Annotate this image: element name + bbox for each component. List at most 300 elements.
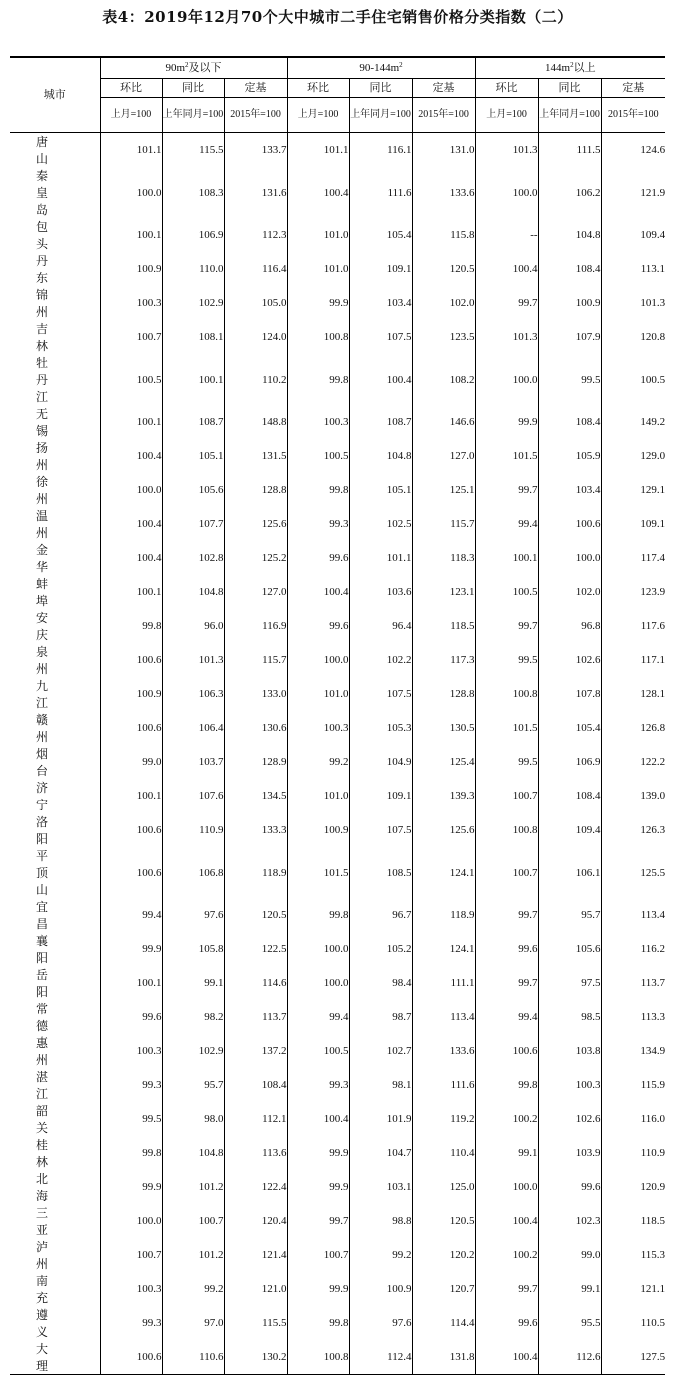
index-value: 107.5 bbox=[349, 677, 412, 711]
index-value: 111.5 bbox=[538, 133, 601, 168]
table-row bbox=[10, 1170, 665, 1204]
index-value: 98.4 bbox=[349, 966, 412, 1000]
index-value: 130.6 bbox=[224, 711, 287, 745]
index-value: 101.3 bbox=[640, 297, 666, 309]
index-value: 99.4 bbox=[287, 1000, 349, 1034]
city-name: 襄阳 bbox=[10, 932, 100, 966]
index-value: 139.0 bbox=[640, 790, 666, 802]
index-value: 98.7 bbox=[349, 1000, 412, 1034]
index-value: 111.6 bbox=[349, 167, 412, 218]
index-value: 100.6 bbox=[100, 813, 162, 847]
index-value: 102.0 bbox=[412, 286, 475, 320]
index-value: 131.6 bbox=[224, 167, 287, 218]
table-row bbox=[10, 643, 665, 677]
index-value: 99.8 bbox=[475, 1068, 538, 1102]
index-value: 109.4 bbox=[538, 813, 601, 847]
index-value: 100.7 bbox=[100, 320, 162, 354]
index-value: 104.7 bbox=[349, 1136, 412, 1170]
index-value: 100.8 bbox=[287, 320, 349, 354]
table-row bbox=[10, 1238, 665, 1272]
city-name: 扬州 bbox=[10, 439, 100, 473]
index-value: 103.7 bbox=[162, 745, 224, 779]
index-value: 100.7 bbox=[287, 1238, 349, 1272]
index-value: 100.3 bbox=[100, 286, 162, 320]
group-header-large bbox=[475, 57, 665, 79]
index-value: 106.2 bbox=[538, 167, 601, 218]
index-value: 100.1 bbox=[100, 966, 162, 1000]
index-value: 108.4 bbox=[538, 779, 601, 813]
group-header-small bbox=[100, 57, 287, 79]
index-value: 108.2 bbox=[412, 354, 475, 405]
index-value: 106.9 bbox=[162, 218, 224, 252]
table-row bbox=[10, 1204, 665, 1238]
city-name: 遵义 bbox=[10, 1306, 100, 1340]
index-value: 121.4 bbox=[224, 1238, 287, 1272]
index-value: 115.5 bbox=[162, 133, 224, 168]
index-value: 105.4 bbox=[349, 218, 412, 252]
sub-column-header: 定基 bbox=[224, 79, 287, 98]
index-value: 99.6 bbox=[538, 1170, 601, 1204]
index-value: 128.8 bbox=[224, 473, 287, 507]
index-value: 122.5 bbox=[224, 932, 287, 966]
index-value: 100.4 bbox=[475, 1340, 538, 1375]
index-value: 120.7 bbox=[412, 1272, 475, 1306]
index-value: 105.3 bbox=[349, 711, 412, 745]
index-value: 100.0 bbox=[287, 932, 349, 966]
index-value: 99.4 bbox=[100, 898, 162, 932]
index-value: 100.4 bbox=[349, 354, 412, 405]
index-value: 110.6 bbox=[162, 1340, 224, 1375]
index-value: 100.9 bbox=[349, 1272, 412, 1306]
table-row bbox=[10, 677, 665, 711]
index-value: 107.8 bbox=[538, 677, 601, 711]
index-value: 100.7 bbox=[475, 779, 538, 813]
index-value: 106.1 bbox=[538, 847, 601, 898]
index-value: 113.7 bbox=[640, 977, 666, 989]
index-value: 116.1 bbox=[349, 133, 412, 168]
city-name: 常德 bbox=[10, 1000, 100, 1034]
index-value: 133.6 bbox=[412, 167, 475, 218]
index-value: 99.8 bbox=[287, 473, 349, 507]
index-value: 99.9 bbox=[100, 1170, 162, 1204]
base-period-header: 上月=100 bbox=[475, 98, 538, 133]
city-name: 济宁 bbox=[10, 779, 100, 813]
index-value: 99.0 bbox=[538, 1238, 601, 1272]
city-name: 锦州 bbox=[10, 286, 100, 320]
city-name: 温州 bbox=[10, 507, 100, 541]
index-value: 99.0 bbox=[100, 745, 162, 779]
index-value: 100.3 bbox=[100, 1034, 162, 1068]
group-label-suffix: 及以下 bbox=[188, 62, 222, 74]
table-row bbox=[10, 1340, 665, 1375]
index-value: 101.2 bbox=[162, 1238, 224, 1272]
index-value: 120.9 bbox=[640, 1181, 666, 1193]
index-value: 124.0 bbox=[224, 320, 287, 354]
index-value: 102.6 bbox=[538, 643, 601, 677]
index-value: 100.5 bbox=[287, 439, 349, 473]
index-value: 106.8 bbox=[162, 847, 224, 898]
index-value: 108.4 bbox=[538, 252, 601, 286]
index-value: 102.3 bbox=[538, 1204, 601, 1238]
index-value: 108.4 bbox=[538, 405, 601, 439]
index-value: 114.4 bbox=[412, 1306, 475, 1340]
index-value: 100.0 bbox=[100, 473, 162, 507]
index-value: 99.8 bbox=[287, 898, 349, 932]
index-value: 98.5 bbox=[538, 1000, 601, 1034]
index-value: 100.9 bbox=[538, 286, 601, 320]
city-name: 无锡 bbox=[10, 405, 100, 439]
index-value: 108.5 bbox=[349, 847, 412, 898]
index-value: 102.5 bbox=[349, 507, 412, 541]
index-value: 102.6 bbox=[538, 1102, 601, 1136]
index-value: 110.9 bbox=[640, 1147, 666, 1159]
index-value: 99.1 bbox=[475, 1136, 538, 1170]
city-name: 宜昌 bbox=[10, 898, 100, 932]
index-value: 134.9 bbox=[640, 1045, 666, 1057]
city-name: 北海 bbox=[10, 1170, 100, 1204]
index-value: 100.4 bbox=[100, 541, 162, 575]
index-value: 111.1 bbox=[412, 966, 475, 1000]
index-value: 100.3 bbox=[287, 711, 349, 745]
index-value: 100.9 bbox=[287, 813, 349, 847]
index-value: 100.9 bbox=[100, 252, 162, 286]
index-value: 124.1 bbox=[412, 847, 475, 898]
index-value: 129.0 bbox=[640, 450, 666, 462]
base-period-header: 上月=100 bbox=[100, 98, 162, 133]
table-row bbox=[10, 1272, 665, 1306]
price-index-table bbox=[10, 56, 665, 1375]
index-value: 117.1 bbox=[640, 654, 666, 666]
index-value: 120.2 bbox=[412, 1238, 475, 1272]
index-value: 106.4 bbox=[162, 711, 224, 745]
index-value: 99.4 bbox=[475, 1000, 538, 1034]
index-value: 107.6 bbox=[162, 779, 224, 813]
index-value: 103.4 bbox=[538, 473, 601, 507]
city-name: 赣州 bbox=[10, 711, 100, 745]
index-value: 146.6 bbox=[412, 405, 475, 439]
index-value: 112.4 bbox=[349, 1340, 412, 1375]
city-name: 安庆 bbox=[10, 609, 100, 643]
index-value: 102.0 bbox=[538, 575, 601, 609]
index-value: 115.5 bbox=[224, 1306, 287, 1340]
index-value: 110.5 bbox=[640, 1317, 666, 1329]
index-value: 128.8 bbox=[412, 677, 475, 711]
index-value: 115.9 bbox=[640, 1079, 666, 1091]
index-value: 100.4 bbox=[287, 575, 349, 609]
base-period-header: 上年同月=100 bbox=[538, 98, 601, 133]
index-value: 99.5 bbox=[475, 643, 538, 677]
sub-column-header: 定基 bbox=[601, 79, 665, 98]
index-value: 130.2 bbox=[224, 1340, 287, 1375]
index-value: 101.3 bbox=[475, 320, 538, 354]
index-value: 99.3 bbox=[100, 1306, 162, 1340]
city-name: 秦皇岛 bbox=[10, 167, 100, 218]
group-sup: 2 bbox=[185, 61, 189, 69]
index-value: 104.8 bbox=[162, 1136, 224, 1170]
index-value: 99.3 bbox=[100, 1068, 162, 1102]
index-value: 134.5 bbox=[224, 779, 287, 813]
index-value: 100.3 bbox=[100, 1272, 162, 1306]
index-value: 112.1 bbox=[224, 1102, 287, 1136]
city-name: 吉林 bbox=[10, 320, 100, 354]
table-row bbox=[10, 354, 665, 405]
index-value: 107.5 bbox=[349, 320, 412, 354]
index-value: 124.1 bbox=[412, 932, 475, 966]
index-value: 139.3 bbox=[412, 779, 475, 813]
index-value: 109.1 bbox=[640, 518, 666, 530]
index-value: 108.7 bbox=[162, 405, 224, 439]
index-value: 95.5 bbox=[538, 1306, 601, 1340]
index-value: 110.9 bbox=[162, 813, 224, 847]
index-value: 117.3 bbox=[412, 643, 475, 677]
index-value: 100.8 bbox=[475, 677, 538, 711]
index-value: 100.1 bbox=[475, 541, 538, 575]
index-value: 126.8 bbox=[640, 722, 666, 734]
table-row bbox=[10, 745, 665, 779]
index-value: 110.2 bbox=[224, 354, 287, 405]
index-value: 108.4 bbox=[224, 1068, 287, 1102]
index-value: 125.1 bbox=[412, 473, 475, 507]
city-name: 湛江 bbox=[10, 1068, 100, 1102]
index-value: 105.0 bbox=[224, 286, 287, 320]
index-value: 131.5 bbox=[224, 439, 287, 473]
index-value: 101.0 bbox=[287, 252, 349, 286]
table-row bbox=[10, 711, 665, 745]
index-value: 120.5 bbox=[412, 252, 475, 286]
index-value: 105.6 bbox=[162, 473, 224, 507]
index-value: 99.8 bbox=[287, 1306, 349, 1340]
index-value: 100.1 bbox=[100, 779, 162, 813]
index-value: 109.1 bbox=[349, 252, 412, 286]
table-row bbox=[10, 252, 665, 286]
table-row bbox=[10, 609, 665, 643]
index-value: 101.0 bbox=[287, 779, 349, 813]
index-value: 133.7 bbox=[224, 133, 287, 168]
index-value: 106.3 bbox=[162, 677, 224, 711]
table-row bbox=[10, 966, 665, 1000]
index-value: 105.1 bbox=[349, 473, 412, 507]
index-value: 97.6 bbox=[162, 898, 224, 932]
table-row bbox=[10, 541, 665, 575]
table-row bbox=[10, 218, 665, 252]
index-value: 100.4 bbox=[287, 1102, 349, 1136]
city-name: 丹东 bbox=[10, 252, 100, 286]
index-value: 100.1 bbox=[100, 218, 162, 252]
index-value: 101.0 bbox=[287, 677, 349, 711]
index-value: 115.3 bbox=[640, 1249, 666, 1261]
index-value: 118.5 bbox=[640, 1215, 666, 1227]
index-value: 115.7 bbox=[224, 643, 287, 677]
index-value: 95.7 bbox=[162, 1068, 224, 1102]
base-period-header: 上月=100 bbox=[287, 98, 349, 133]
index-value: 117.6 bbox=[640, 620, 666, 632]
index-value: 99.1 bbox=[162, 966, 224, 1000]
city-name: 九江 bbox=[10, 677, 100, 711]
index-value: 110.0 bbox=[162, 252, 224, 286]
index-value: 99.7 bbox=[475, 1272, 538, 1306]
index-value: 118.9 bbox=[224, 847, 287, 898]
index-value: 105.4 bbox=[538, 711, 601, 745]
index-value: 102.2 bbox=[349, 643, 412, 677]
index-value: 99.7 bbox=[475, 898, 538, 932]
index-value: 103.1 bbox=[349, 1170, 412, 1204]
index-value: 100.2 bbox=[475, 1238, 538, 1272]
index-value: 111.6 bbox=[412, 1068, 475, 1102]
index-value: 100.8 bbox=[287, 1340, 349, 1375]
index-value: 100.7 bbox=[162, 1204, 224, 1238]
index-value: 99.5 bbox=[475, 745, 538, 779]
sub-column-header: 同比 bbox=[162, 79, 224, 98]
base-period-header: 上年同月=100 bbox=[349, 98, 412, 133]
table-row bbox=[10, 167, 665, 218]
index-value: 108.3 bbox=[162, 167, 224, 218]
table-title: 表4：2019年12月70个大中城市二手住宅销售价格分类指数（二） bbox=[102, 8, 573, 26]
index-value: 125.5 bbox=[640, 866, 666, 879]
index-value: 121.0 bbox=[224, 1272, 287, 1306]
index-value: 128.9 bbox=[224, 745, 287, 779]
index-value: 112.6 bbox=[538, 1340, 601, 1375]
index-value: 102.9 bbox=[162, 1034, 224, 1068]
index-value: 113.7 bbox=[224, 1000, 287, 1034]
index-value: 125.2 bbox=[224, 541, 287, 575]
index-value: -- bbox=[475, 218, 538, 252]
table-row bbox=[10, 1034, 665, 1068]
city-name: 岳阳 bbox=[10, 966, 100, 1000]
index-value: 122.4 bbox=[224, 1170, 287, 1204]
index-value: 108.7 bbox=[349, 405, 412, 439]
city-name: 牡丹江 bbox=[10, 354, 100, 405]
index-value: 99.8 bbox=[100, 1136, 162, 1170]
index-value: 115.8 bbox=[412, 218, 475, 252]
table-row bbox=[10, 1136, 665, 1170]
index-value: 116.2 bbox=[640, 943, 666, 955]
index-value: 113.3 bbox=[640, 1011, 666, 1023]
index-value: 100.5 bbox=[475, 575, 538, 609]
index-value: 120.5 bbox=[224, 898, 287, 932]
index-value: 100.6 bbox=[100, 1340, 162, 1375]
index-value: 118.5 bbox=[412, 609, 475, 643]
index-value: 99.9 bbox=[100, 932, 162, 966]
index-value: 133.3 bbox=[224, 813, 287, 847]
index-value: 104.9 bbox=[349, 745, 412, 779]
index-value: 107.5 bbox=[349, 813, 412, 847]
table-row bbox=[10, 813, 665, 847]
index-value: 133.6 bbox=[412, 1034, 475, 1068]
group-header-medium bbox=[287, 57, 475, 79]
city-name: 三亚 bbox=[10, 1204, 100, 1238]
index-value: 107.9 bbox=[538, 320, 601, 354]
index-value: 128.1 bbox=[640, 688, 666, 700]
city-name: 桂林 bbox=[10, 1136, 100, 1170]
table-row bbox=[10, 473, 665, 507]
index-value: 101.3 bbox=[162, 643, 224, 677]
index-value: 131.0 bbox=[412, 133, 475, 168]
group-sup: 2 bbox=[399, 61, 403, 69]
city-name: 大理 bbox=[10, 1340, 100, 1375]
index-value: 137.2 bbox=[224, 1034, 287, 1068]
index-value: 104.8 bbox=[349, 439, 412, 473]
index-value: 100.6 bbox=[100, 711, 162, 745]
index-value: 114.6 bbox=[224, 966, 287, 1000]
index-value: 100.4 bbox=[475, 252, 538, 286]
index-value: 148.8 bbox=[224, 405, 287, 439]
city-name: 金华 bbox=[10, 541, 100, 575]
index-value: 123.5 bbox=[412, 320, 475, 354]
index-value: 123.9 bbox=[640, 586, 666, 598]
index-value: 96.7 bbox=[349, 898, 412, 932]
index-value: 99.1 bbox=[538, 1272, 601, 1306]
index-value: 100.1 bbox=[162, 354, 224, 405]
sub-column-header: 环比 bbox=[287, 79, 349, 98]
index-value: 100.6 bbox=[100, 847, 162, 898]
index-value: 99.3 bbox=[287, 507, 349, 541]
city-name: 洛阳 bbox=[10, 813, 100, 847]
index-value: 116.0 bbox=[640, 1113, 666, 1125]
index-value: 100.0 bbox=[287, 643, 349, 677]
base-period-header: 2015年=100 bbox=[224, 98, 287, 133]
index-value: 96.0 bbox=[162, 609, 224, 643]
index-value: 102.9 bbox=[162, 286, 224, 320]
index-value: 121.1 bbox=[640, 1283, 666, 1295]
city-name: 泸州 bbox=[10, 1238, 100, 1272]
index-value: 99.7 bbox=[475, 966, 538, 1000]
index-value: 100.0 bbox=[100, 167, 162, 218]
index-value: 101.0 bbox=[287, 218, 349, 252]
index-value: 100.6 bbox=[538, 507, 601, 541]
sub-column-header: 同比 bbox=[538, 79, 601, 98]
city-name: 唐山 bbox=[10, 133, 100, 168]
index-value: 107.7 bbox=[162, 507, 224, 541]
table-row bbox=[10, 133, 665, 168]
city-name: 烟台 bbox=[10, 745, 100, 779]
base-period-header: 2015年=100 bbox=[601, 98, 665, 133]
index-value: 113.4 bbox=[640, 909, 666, 921]
index-value: 97.6 bbox=[349, 1306, 412, 1340]
index-value: 126.3 bbox=[640, 824, 666, 836]
index-value: 125.0 bbox=[412, 1170, 475, 1204]
table-row bbox=[10, 1102, 665, 1136]
index-value: 127.5 bbox=[601, 1340, 665, 1375]
index-value: 113.1 bbox=[640, 263, 666, 275]
index-value: 133.0 bbox=[224, 677, 287, 711]
index-value: 99.9 bbox=[287, 1272, 349, 1306]
index-value: 98.2 bbox=[162, 1000, 224, 1034]
index-value: 99.6 bbox=[100, 1000, 162, 1034]
index-value: 100.6 bbox=[100, 643, 162, 677]
index-value: 105.9 bbox=[538, 439, 601, 473]
index-value: 101.2 bbox=[162, 1170, 224, 1204]
index-value: 99.7 bbox=[475, 286, 538, 320]
index-value: 97.5 bbox=[538, 966, 601, 1000]
index-value: 125.6 bbox=[412, 813, 475, 847]
index-value: 96.8 bbox=[538, 609, 601, 643]
index-value: 105.6 bbox=[538, 932, 601, 966]
index-value: 120.8 bbox=[640, 331, 666, 343]
index-value: 101.1 bbox=[287, 133, 349, 168]
table-row bbox=[10, 1000, 665, 1034]
city-name: 蚌埠 bbox=[10, 575, 100, 609]
index-value: 99.2 bbox=[162, 1272, 224, 1306]
index-value: 105.2 bbox=[349, 932, 412, 966]
index-value: 100.3 bbox=[538, 1068, 601, 1102]
index-value: 99.4 bbox=[475, 507, 538, 541]
index-value: 104.8 bbox=[538, 218, 601, 252]
index-value: 109.1 bbox=[349, 779, 412, 813]
index-value: 127.0 bbox=[224, 575, 287, 609]
index-value: 101.5 bbox=[475, 711, 538, 745]
table-row bbox=[10, 286, 665, 320]
index-value: 101.9 bbox=[349, 1102, 412, 1136]
